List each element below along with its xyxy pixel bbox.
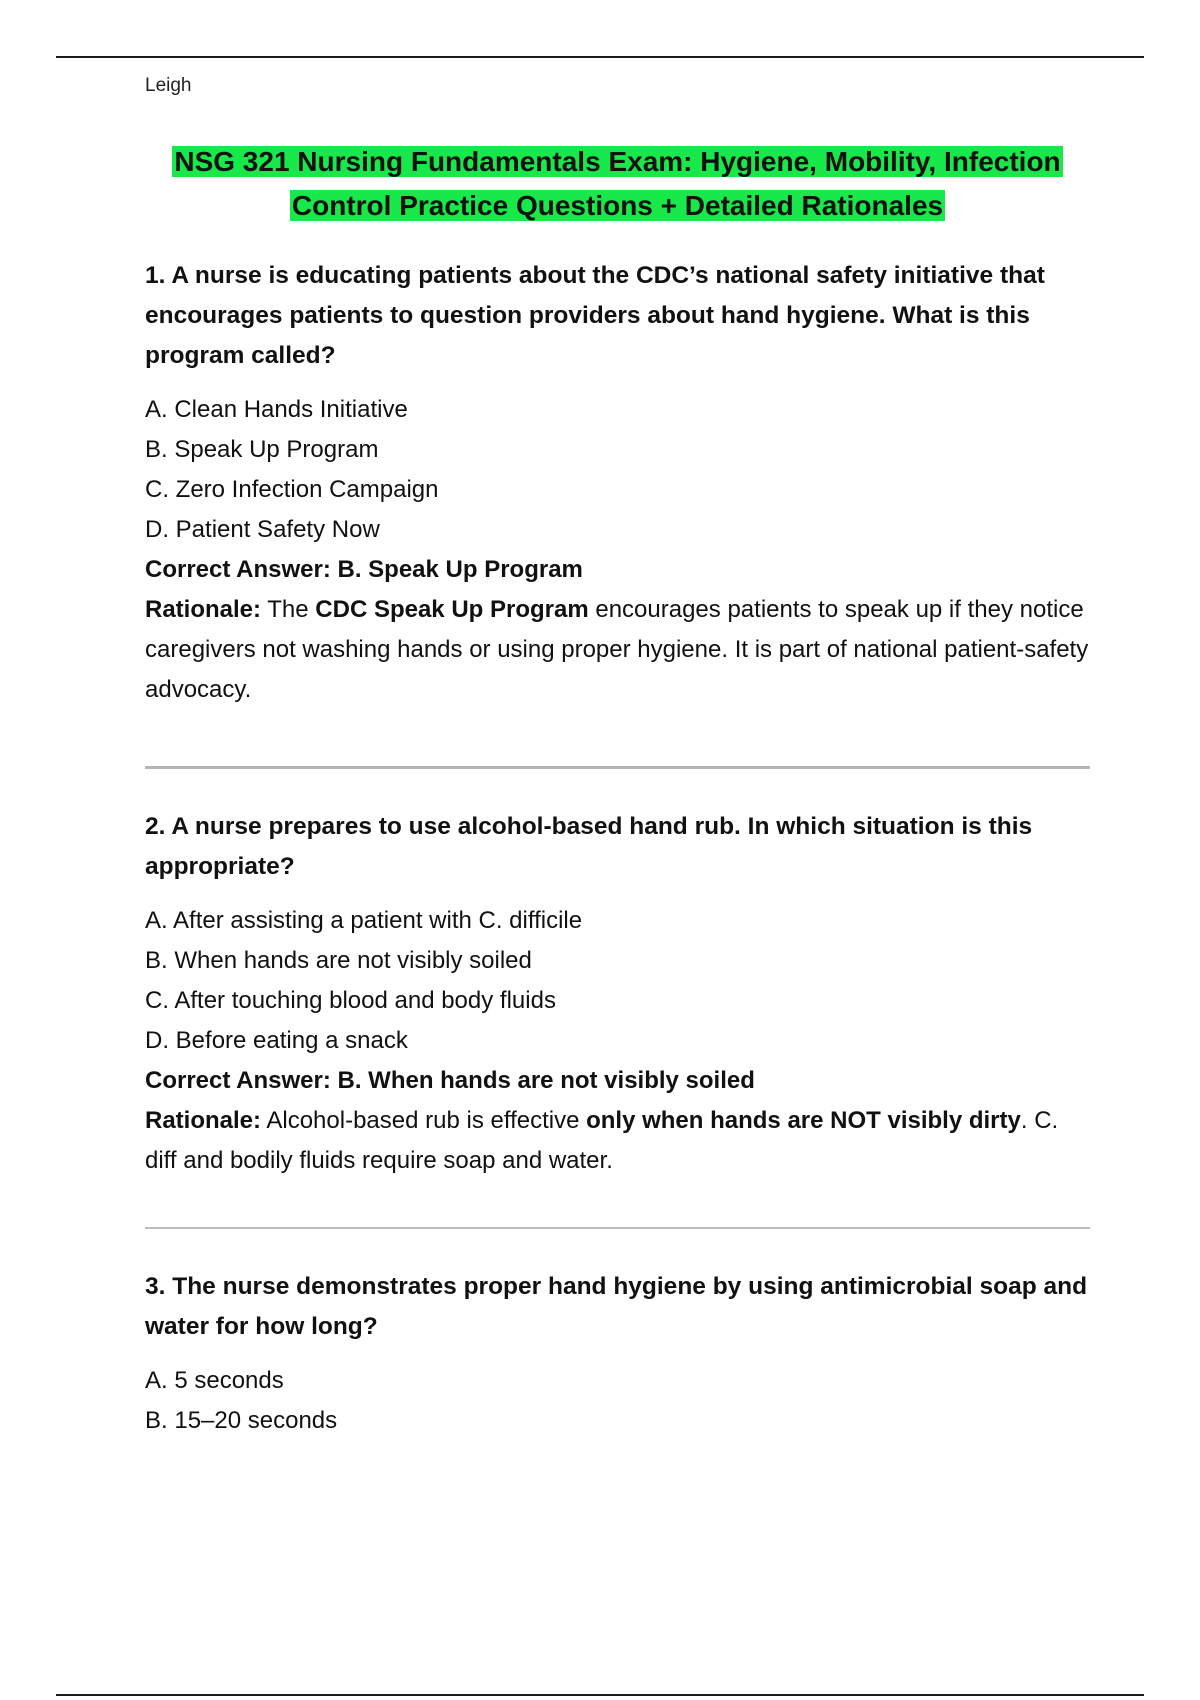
answer-option: C. Zero Infection Campaign — [145, 476, 439, 503]
author-name: Leigh — [145, 75, 192, 96]
question-block-3 — [145, 1267, 1090, 1441]
document-body — [145, 140, 1090, 1441]
answer-option: A. 5 seconds — [145, 1367, 284, 1394]
correct-answer: Correct Answer: B. When hands are not visibly soiled — [145, 1067, 755, 1094]
rationale-label: Rationale: — [145, 596, 262, 623]
answer-option: B. When hands are not visibly soiled — [145, 947, 532, 974]
title-line-2: Control Practice Questions + Detailed Rationales — [291, 190, 944, 221]
question-text: 1. A nurse is educating patients about the CDC’s national safety initiative that encourages patients to question providers about hand hygiene. What is this program called? — [145, 262, 1045, 369]
rationale-label: Rationale: — [145, 1107, 262, 1134]
rationale-text: Alcohol-based rub is effective — [261, 1107, 587, 1134]
correct-answer: Correct Answer: B. Speak Up Program — [145, 556, 583, 583]
section-divider — [145, 766, 1090, 769]
rationale-text: The — [261, 596, 316, 623]
title-line-1: NSG 321 Nursing Fundamentals Exam: Hygiene, Mobility, Infection — [174, 146, 1061, 177]
rationale-text: . C. diff and bodily fluids require soap and water. — [145, 1107, 1059, 1174]
rationale-text: encourages patients to speak up if they notice caregivers not washing hands or using proper hygiene. It is part of national patient-safety advocacy. — [145, 596, 1089, 703]
question-block-2 — [145, 807, 1090, 1181]
question-text: 2. A nurse prepares to use alcohol-based hand rub. In which situation is this appropriate? — [145, 813, 1033, 880]
footer-rule — [56, 1694, 1144, 1696]
answer-option: A. Clean Hands Initiative — [145, 396, 408, 423]
rationale-emphasis: only when hands are NOT visibly dirty — [586, 1107, 1021, 1134]
question-block-1 — [145, 256, 1090, 710]
document-title — [145, 140, 1090, 228]
answer-option: A. After assisting a patient with C. difficile — [145, 907, 583, 934]
question-text: 3. The nurse demonstrates proper hand hygiene by using antimicrobial soap and water for how long? — [145, 1273, 1088, 1340]
answer-option: D. Before eating a snack — [145, 1027, 408, 1054]
section-divider — [145, 1227, 1090, 1229]
rationale — [145, 590, 1090, 710]
answer-option: D. Patient Safety Now — [145, 516, 380, 543]
answer-option: B. 15–20 seconds — [145, 1407, 338, 1434]
rationale — [145, 1101, 1090, 1181]
rationale-emphasis: CDC Speak Up Program — [315, 596, 589, 623]
answer-option: B. Speak Up Program — [145, 436, 379, 463]
answer-option: C. After touching blood and body fluids — [145, 987, 556, 1014]
header-rule — [56, 56, 1144, 58]
